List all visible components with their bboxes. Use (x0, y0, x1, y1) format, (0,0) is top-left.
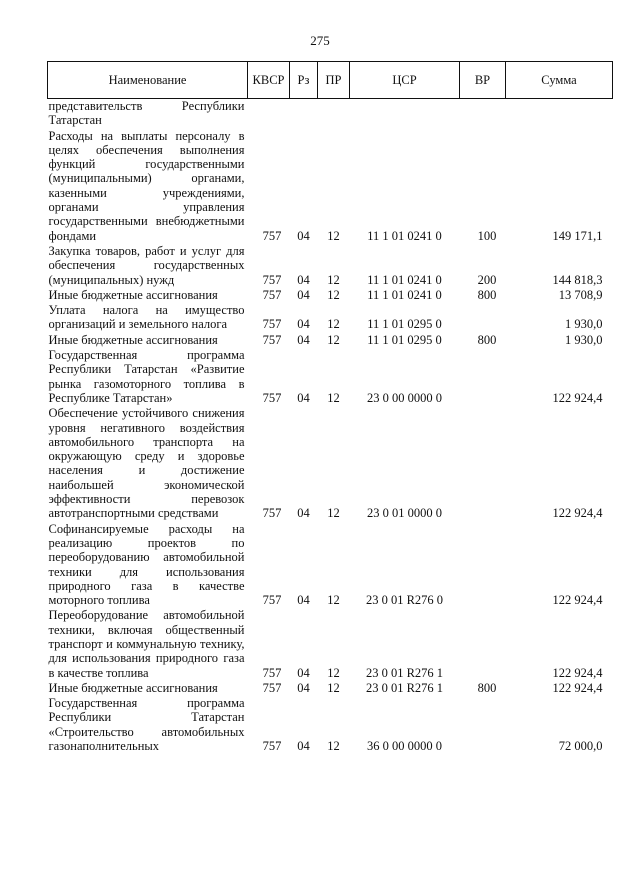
cell-csr: 23 0 00 0000 0 (367, 390, 442, 405)
cell-sum: 122 924,4 (552, 390, 603, 405)
cell-pr: 12 (327, 593, 340, 608)
cell-sum: 1 930,0 (565, 317, 603, 332)
cell-sum: 1 930,0 (565, 332, 603, 347)
table-header-row (48, 62, 613, 99)
cell-pr: 12 (327, 228, 340, 243)
cell-csr: 11 1 01 0241 0 (367, 272, 442, 287)
cell-csr: 23 0 01 R276 0 (365, 593, 444, 608)
cell-vr (460, 99, 506, 129)
cell-kvsr: 757 (262, 287, 282, 302)
cell-sum: 122 924,4 (552, 665, 603, 680)
table-row (48, 406, 613, 521)
cell-sum: 122 924,4 (552, 506, 603, 521)
table-row (48, 288, 613, 303)
cell-sum: 122 924,4 (552, 680, 603, 695)
cell-name: Иные бюджетные ассигнования (48, 332, 218, 347)
table-row (48, 608, 613, 680)
cell-rz: 04 (297, 680, 310, 695)
cell-vr (460, 406, 506, 521)
cell-sum: 72 000,0 (558, 739, 603, 754)
cell-kvsr: 757 (262, 272, 282, 287)
cell-pr: 12 (327, 390, 340, 405)
cell-csr (350, 99, 460, 129)
cell-name: Обеспечение устойчивого снижения уровня негативного воздействия автомобильного транспорта на окружающую среду и здоровье населения и достижение наибольшей экономической эффективности перевозок автотранспортными средствами (48, 406, 245, 521)
cell-kvsr (248, 99, 290, 129)
cell-name: представительств Республики Татарстан (48, 99, 245, 128)
cell-csr: 23 0 01 R276 1 (365, 680, 444, 695)
table-row (48, 303, 613, 333)
table-row (48, 333, 613, 348)
cell-rz: 04 (297, 739, 310, 754)
cell-sum: 122 924,4 (552, 593, 603, 608)
cell-name: Закупка товаров, работ и услуг для обеспечения государственных (муниципальных) нужд (48, 243, 245, 287)
cell-csr: 11 1 01 0241 0 (367, 228, 442, 243)
cell-name: Государственная программа Республики Татарстан «Строительство автомобильных газонаполнительных (48, 696, 245, 754)
cell-sum (506, 99, 613, 129)
cell-pr (318, 99, 350, 129)
cell-rz: 04 (297, 317, 310, 332)
cell-pr: 12 (327, 680, 340, 695)
cell-sum: 13 708,9 (558, 287, 603, 302)
cell-rz (290, 99, 318, 129)
cell-rz: 04 (297, 332, 310, 347)
cell-rz: 04 (297, 390, 310, 405)
cell-kvsr: 757 (262, 680, 282, 695)
cell-vr: 800 (477, 332, 497, 347)
cell-name: Уплата налога на имущество организаций и земельного налога (48, 303, 245, 332)
cell-csr: 11 1 01 0295 0 (367, 317, 442, 332)
cell-rz: 04 (297, 287, 310, 302)
table-row (48, 522, 613, 609)
cell-name: Расходы на выплаты персоналу в целях обеспечения выполнения функций государственными (муниципальными) органами, казенными учреждениями, органами управления государственными внебюджетными фондами (48, 128, 245, 243)
cell-pr: 12 (327, 665, 340, 680)
cell-name: Переоборудование автомобильной техники, включая общественный транспорт и коммунальную технику, для использования природного газа в качестве топлива (48, 608, 245, 680)
cell-kvsr: 757 (262, 332, 282, 347)
cell-sum: 149 171,1 (552, 228, 603, 243)
cell-pr: 12 (327, 287, 340, 302)
cell-rz: 04 (297, 506, 310, 521)
page-number: 275 (310, 33, 330, 48)
header-name: Наименование (48, 62, 248, 99)
table-row (48, 99, 613, 129)
cell-kvsr: 757 (262, 665, 282, 680)
header-sum: Сумма (506, 62, 613, 99)
budget-table (47, 61, 613, 754)
cell-kvsr: 757 (262, 228, 282, 243)
cell-vr (460, 608, 506, 680)
cell-name: Государственная программа Республики Татарстан «Развитие рынка газомоторного топлива в Республике Татарстан» (48, 348, 245, 405)
cell-vr (460, 696, 506, 754)
cell-rz: 04 (297, 272, 310, 287)
cell-kvsr: 757 (262, 317, 282, 332)
cell-csr: 11 1 01 0295 0 (367, 332, 442, 347)
header-rz: Рз (290, 62, 318, 99)
header-kvsr: КВСР (248, 62, 290, 99)
cell-vr (460, 348, 506, 406)
cell-vr: 800 (477, 287, 497, 302)
cell-rz: 04 (297, 593, 310, 608)
cell-kvsr: 757 (262, 506, 282, 521)
cell-pr: 12 (327, 317, 340, 332)
cell-kvsr: 757 (262, 593, 282, 608)
cell-kvsr: 757 (262, 390, 282, 405)
cell-pr: 12 (327, 739, 340, 754)
cell-csr: 36 0 00 0000 0 (367, 739, 442, 754)
cell-pr: 12 (327, 272, 340, 287)
cell-csr: 11 1 01 0241 0 (367, 287, 442, 302)
cell-sum: 144 818,3 (552, 272, 603, 287)
cell-kvsr: 757 (262, 739, 282, 754)
table-row (48, 129, 613, 244)
cell-vr: 800 (477, 680, 497, 695)
header-vr: ВР (460, 62, 506, 99)
cell-name: Софинансируемые расходы на реализацию проектов по переоборудованию автомобильной техники для использования природного газа в качестве моторного топлива (48, 521, 245, 608)
cell-name: Иные бюджетные ассигнования (48, 680, 218, 695)
table-row (48, 348, 613, 406)
table-row (48, 244, 613, 288)
cell-name: Иные бюджетные ассигнования (48, 287, 218, 302)
cell-vr (460, 522, 506, 609)
cell-pr: 12 (327, 332, 340, 347)
cell-vr: 200 (477, 272, 497, 287)
header-csr: ЦСР (350, 62, 460, 99)
cell-vr (460, 303, 506, 333)
table-row (48, 696, 613, 754)
header-pr: ПР (318, 62, 350, 99)
table-row (48, 681, 613, 696)
cell-rz: 04 (297, 665, 310, 680)
cell-vr: 100 (477, 228, 497, 243)
cell-rz: 04 (297, 228, 310, 243)
cell-csr: 23 0 01 0000 0 (367, 506, 442, 521)
cell-pr: 12 (327, 506, 340, 521)
cell-csr: 23 0 01 R276 1 (365, 665, 444, 680)
